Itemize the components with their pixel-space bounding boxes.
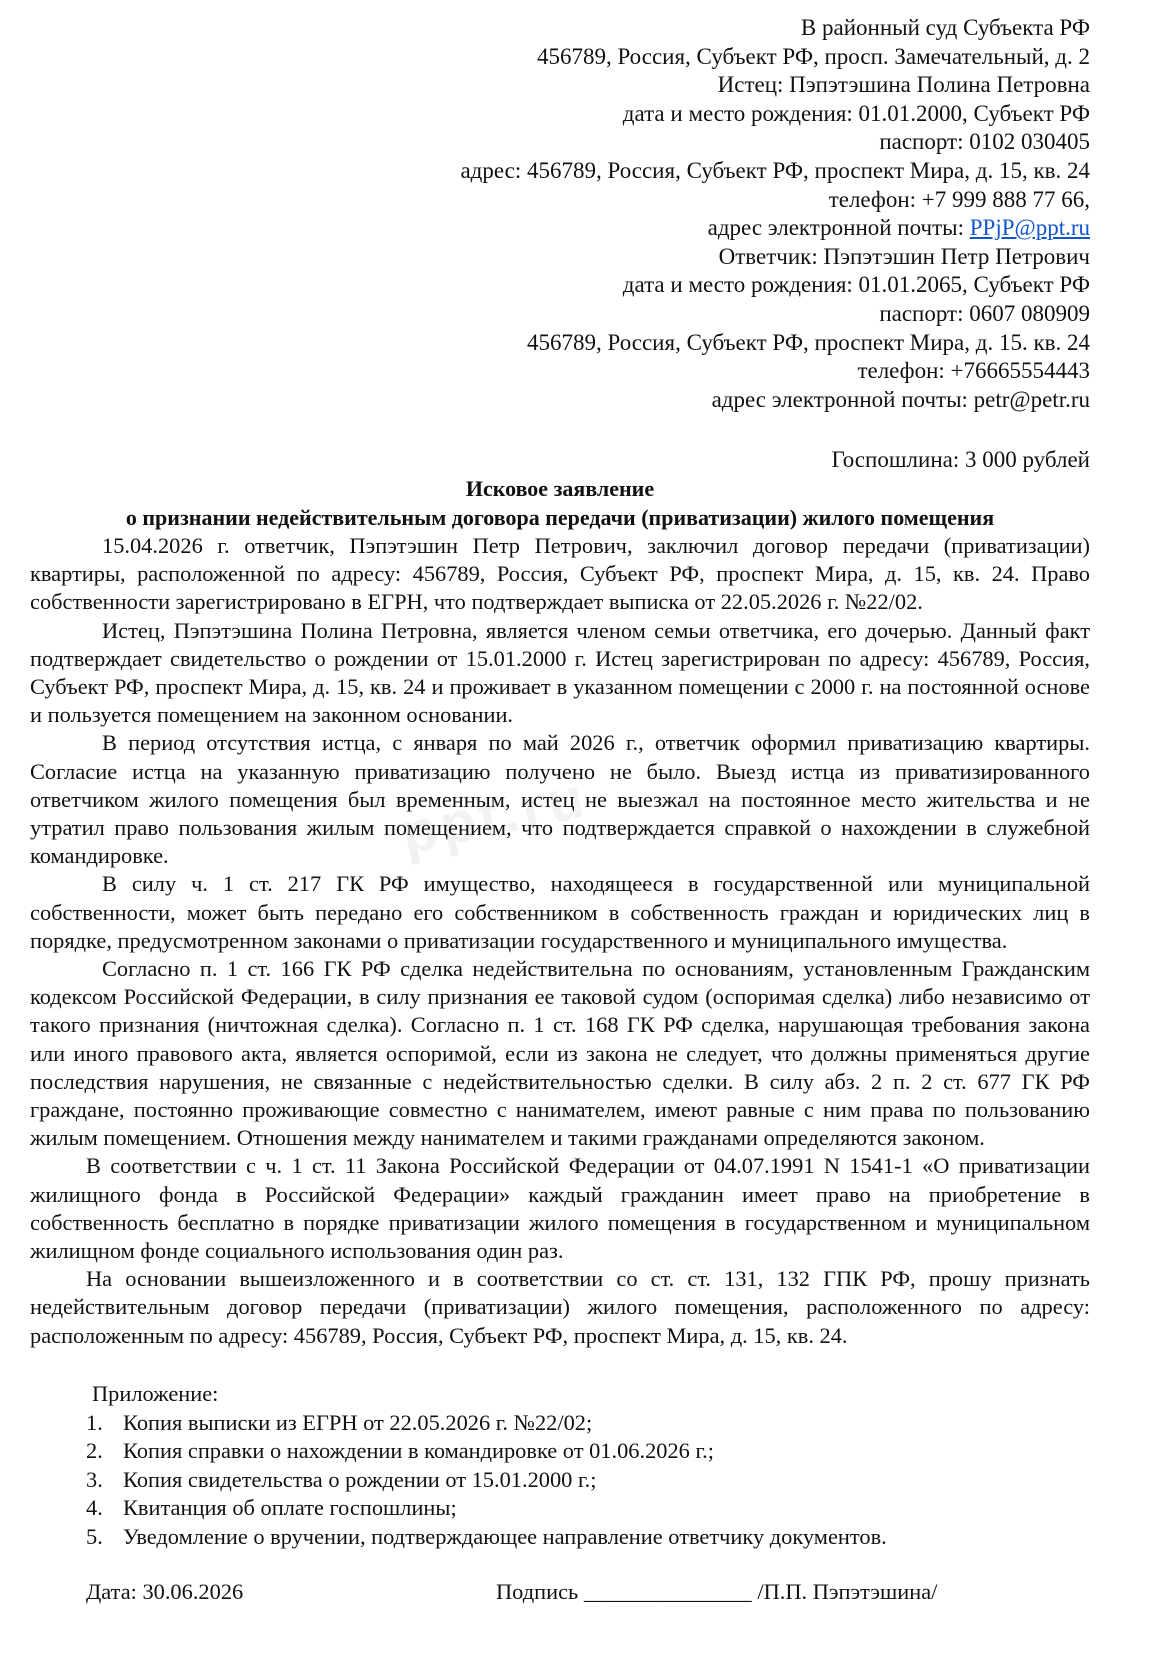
paragraph-2: Истец, Пэпэтэшина Полина Петровна, является членом семьи ответчика, его дочерью. Данный факт подтверждает свидетельство о рождении от 15.01.2000 г. Истец зарегистрирован по адресу: 456789, Россия, Субъект РФ, проспект Мира, д. 15, кв. 24 и проживает в указанном помещении с 2000 г. на постоянной основе и пользуется помещением на законном основании.: [30, 617, 1090, 728]
list-item-text: Копия свидетельства о рождении от 15.01.2000 г.;: [123, 1466, 597, 1492]
list-item: [30, 1466, 1090, 1495]
claim-body: [30, 532, 1090, 1350]
list-item-text: Квитанция об оплате госпошлины;: [123, 1495, 457, 1521]
defendant-email: адрес электронной почты: petr@petr.ru: [711, 386, 1090, 412]
plaintiff-phone: телефон: +7 999 888 77 66,: [828, 186, 1090, 212]
list-item-number: 1.: [86, 1409, 103, 1435]
list-item: [30, 1523, 1090, 1552]
plaintiff-birth: дата и место рождения: 01.01.2000, Субъект РФ: [622, 100, 1090, 126]
title-line-2: о признании недействительным договора передачи (приватизации) жилого помещения: [125, 505, 995, 530]
defendant-birth: дата и место рождения: 01.01.2065, Субъект РФ: [622, 272, 1090, 298]
list-item: [30, 1437, 1090, 1466]
appendix: [30, 1380, 1090, 1552]
list-item: [30, 1409, 1090, 1438]
paragraph-3: В период отсутствия истца, с января по май 2026 г., ответчик оформил приватизацию квартиры. Согласие истца на указанную приватизацию получено не было. Выезд истца из приватизированного ответчиком жилого помещения был временным, истец не выезжал на постоянное место жительства и не утратил право пользования жилым помещением, что подтверждается справкой о нахождении в служебной командировке.: [30, 730, 1090, 869]
court-address: 456789, Россия, Субъект РФ, просп. Замечательный, д. 2: [536, 43, 1090, 69]
defendant-address: 456789, Россия, Субъект РФ, проспект Мира, д. 15. кв. 24: [526, 329, 1090, 355]
paragraph-7: На основании вышеизложенного и в соответствии со ст. ст. 131, 132 ГПК РФ, прошу признать недействительным договор передачи (приватизации) жилого помещения, расположенного по адресу: расположенным по адресу: 456789, Россия, Субъект РФ, проспект Мира, д. 15, кв. 24.: [30, 1266, 1090, 1348]
court-name: В районный суд Субъекта РФ: [800, 15, 1090, 40]
document-title: [30, 474, 1090, 532]
list-item-number: 3.: [86, 1466, 103, 1492]
defendant-passport: паспорт: 0607 080909: [879, 300, 1090, 326]
paragraph-4: В силу ч. 1 ст. 217 ГК РФ имущество, находящееся в государственной или муниципальной собственности, может быть передано его собственником в собственность граждан и юридических лиц в порядке, предусмотренном законами о приватизации государственного и муниципального имущества.: [30, 871, 1090, 953]
filing-date: Дата: 30.06.2026: [86, 1579, 244, 1604]
list-item-text: Копия выписки из ЕГРН от 22.05.2026 г. №22/02;: [123, 1409, 593, 1435]
watermark: ppt.ru: [395, 764, 593, 867]
appendix-title: Приложение:: [92, 1381, 219, 1406]
list-item-text: Уведомление о вручении, подтверждающее направление ответчику документов.: [123, 1523, 887, 1549]
list-item-number: 4.: [86, 1495, 103, 1521]
appendix-list: [30, 1409, 1090, 1552]
state-fee: Госпошлина: 3 000 рублей: [831, 447, 1090, 472]
paragraph-1: 15.04.2026 г. ответчик, Пэпэтэшин Петр Петрович, заключил договор передачи (приватизации) квартиры, расположенной по адресу: 456789, Россия, Субъект РФ, проспект Мира, д. 15, кв. 24. Право собственности зарегистрировано в ЕГРН, что подтверждает выписка от 22.05.2026 г. №22/02.: [30, 533, 1090, 615]
plaintiff-name: Истец: Пэпэтэшина Полина Петровна: [717, 72, 1090, 98]
paragraph-5: Согласно п. 1 ст. 166 ГК РФ сделка недействительна по основаниям, установленным Гражданским кодексом Российской Федерации, в силу признания ее таковой судом (оспоримая сделка) либо независимо от такого признания (ничтожная сделка). Согласно п. 1 ст. 168 ГК РФ сделка, нарушающая требования закона или иного правового акта, является оспоримой, если из закона не следует, что должны применяться другие последствия нарушения, не связанные с недействительностью сделки. В силу абз. 2 п. 2 ст. 677 ГК РФ граждане, постоянно проживающие совместно с нанимателем, имеют равные с ним права по пользованию жилым помещением. Отношения между нанимателем и такими гражданами определяются законом.: [30, 956, 1090, 1151]
addressee-block: [330, 14, 1090, 414]
list-item: [30, 1494, 1090, 1523]
list-item-text: Копия справки о нахождении в командировке от 01.06.2026 г.;: [123, 1438, 714, 1464]
defendant-name: Ответчик: Пэпэтэшин Петр Петрович: [718, 243, 1090, 269]
plaintiff-address: адрес: 456789, Россия, Субъект РФ, проспект Мира, д. 15, кв. 24: [460, 157, 1090, 183]
plaintiff-email-label: адрес электронной почты:: [707, 215, 970, 241]
defendant-phone: телефон: +76665554443: [857, 358, 1090, 384]
signature-line: Подпись _______________ /П.П. Пэпэтэшина/: [496, 1579, 938, 1604]
paragraph-6: В соответствии с ч. 1 ст. 11 Закона Российской Федерации от 04.07.1991 N 1541-1 «О приватизации жилищного фонда в Российской Федерации» каждый гражданин имеет право на приобретение в собственность бесплатно в порядке приватизации жилого помещения в государственном и муниципальном жилищном фонде социального использования один раз.: [30, 1153, 1090, 1264]
plaintiff-passport: паспорт: 0102 030405: [879, 129, 1090, 155]
list-item-number: 5.: [86, 1523, 103, 1549]
plaintiff-email-link[interactable]: PPjP@ppt.ru: [969, 215, 1090, 241]
plaintiff-email-line: [330, 214, 1090, 243]
title-line-1: Исковое заявление: [465, 476, 655, 501]
list-item-number: 2.: [86, 1438, 103, 1464]
